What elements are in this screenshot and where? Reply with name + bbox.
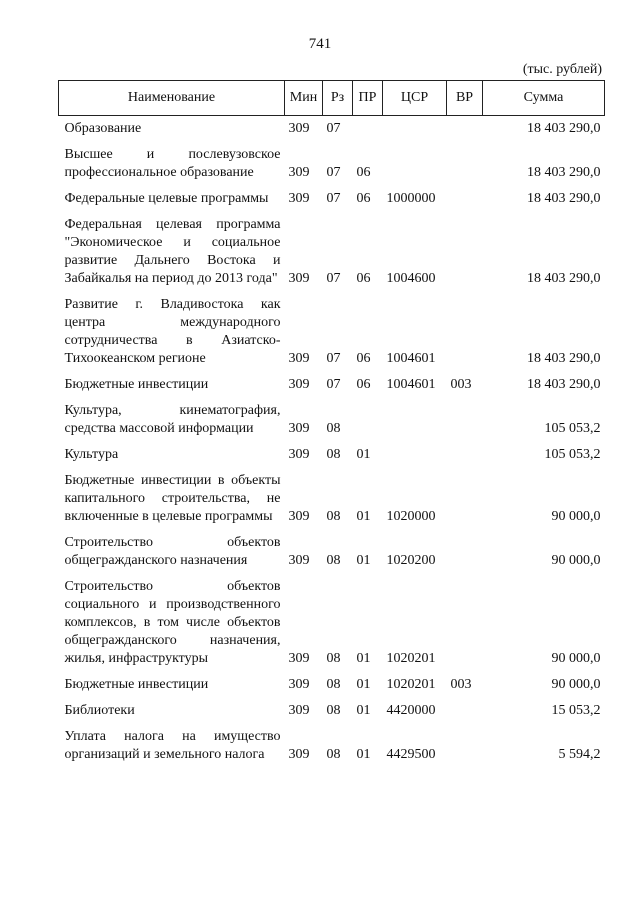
table-row [59, 116, 605, 145]
cell-min: 309 [288, 509, 310, 524]
cell-sum: 90 000,0 [551, 509, 601, 524]
cell-pr: 01 [356, 553, 371, 568]
cell-min: 309 [288, 271, 310, 286]
page-number: 741 [308, 36, 332, 52]
cell-pr: 06 [356, 165, 371, 180]
cell-rz: 08 [326, 447, 341, 462]
table-row [59, 576, 605, 674]
cell-csr: 4429500 [386, 747, 436, 762]
table-row [59, 674, 605, 700]
header-name: Наименование [59, 81, 285, 116]
cell-csr: 1020000 [386, 509, 436, 524]
table-row [59, 400, 605, 444]
cell-rz: 08 [326, 677, 341, 692]
cell-sum: 5 594,2 [558, 747, 601, 762]
table-row [59, 726, 605, 770]
cell-csr: 1004601 [386, 377, 436, 392]
header-vr: ВР [447, 81, 483, 116]
cell-csr: 4420000 [386, 703, 436, 718]
cell-csr: 1004601 [386, 351, 436, 366]
cell-pr: 06 [356, 351, 371, 366]
table-row [59, 470, 605, 532]
cell-min: 309 [288, 651, 310, 666]
cell-sum: 18 403 290,0 [527, 191, 601, 206]
cell-vr [447, 214, 483, 294]
cell-pr: 01 [356, 447, 371, 462]
cell-min: 309 [288, 447, 310, 462]
cell-csr [383, 444, 447, 470]
cell-rz: 07 [326, 351, 341, 366]
cell-name: Высшее и послевузовское профессиональное образование [64, 147, 281, 180]
cell-rz: 07 [326, 165, 341, 180]
cell-sum: 90 000,0 [551, 677, 601, 692]
cell-pr: 06 [356, 271, 371, 286]
cell-csr [383, 116, 447, 145]
cell-name: Уплата налога на имущество организаций и земельного налога [64, 729, 281, 762]
cell-rz: 07 [326, 191, 341, 206]
table-row [59, 214, 605, 294]
cell-name: Бюджетные инвестиции [64, 677, 209, 692]
cell-pr: 01 [356, 703, 371, 718]
cell-vr [447, 144, 483, 188]
cell-min: 309 [288, 121, 310, 136]
cell-min: 309 [288, 553, 310, 568]
cell-vr [447, 726, 483, 770]
cell-name: Федеральные целевые программы [64, 191, 269, 206]
table-row [59, 374, 605, 400]
cell-sum: 18 403 290,0 [527, 351, 601, 366]
cell-vr [447, 188, 483, 214]
cell-vr: 003 [450, 377, 472, 392]
cell-sum: 105 053,2 [544, 421, 601, 436]
cell-min: 309 [288, 677, 310, 692]
cell-csr [383, 144, 447, 188]
cell-pr [353, 116, 383, 145]
cell-rz: 07 [326, 377, 341, 392]
cell-csr [383, 400, 447, 444]
cell-csr: 1020201 [386, 651, 436, 666]
header-rz: Рз [323, 81, 353, 116]
cell-min: 309 [288, 421, 310, 436]
cell-rz: 08 [326, 421, 341, 436]
table-row [59, 532, 605, 576]
cell-rz: 08 [326, 553, 341, 568]
table-row [59, 700, 605, 726]
cell-rz: 08 [326, 509, 341, 524]
cell-name: Культура, кинематография, средства массовой информации [64, 403, 281, 436]
cell-vr [447, 444, 483, 470]
table-row [59, 444, 605, 470]
cell-name: Бюджетные инвестиции [64, 377, 209, 392]
cell-pr: 01 [356, 509, 371, 524]
cell-vr [447, 470, 483, 532]
cell-name: Культура [64, 447, 119, 462]
cell-sum: 18 403 290,0 [527, 121, 601, 136]
cell-name: Образование [64, 121, 142, 136]
cell-name: Библиотеки [64, 703, 135, 718]
cell-min: 309 [288, 191, 310, 206]
cell-sum: 90 000,0 [551, 651, 601, 666]
cell-csr: 1000000 [386, 191, 436, 206]
cell-rz: 07 [326, 271, 341, 286]
cell-csr: 1020201 [386, 677, 436, 692]
cell-name: Федеральная целевая программа "Экономическое и социальное развитие Дальнего Востока и Забайкалья на период до 2013 года" [64, 217, 281, 286]
table-body [59, 116, 605, 771]
cell-sum: 90 000,0 [551, 553, 601, 568]
header-min: Мин [285, 81, 323, 116]
cell-pr: 01 [356, 677, 371, 692]
table-row [59, 188, 605, 214]
cell-sum: 18 403 290,0 [527, 377, 601, 392]
cell-vr [447, 116, 483, 145]
cell-pr: 06 [356, 191, 371, 206]
table-header [59, 81, 605, 116]
cell-vr [447, 576, 483, 674]
cell-name: Строительство объектов социального и производственного комплексов, в том числе объектов общегражданского назначения, жилья, инфраструктуры [64, 579, 281, 666]
cell-vr [447, 294, 483, 374]
cell-rz: 08 [326, 703, 341, 718]
header-csr: ЦСР [383, 81, 447, 116]
cell-min: 309 [288, 351, 310, 366]
cell-sum: 18 403 290,0 [527, 271, 601, 286]
cell-pr: 06 [356, 377, 371, 392]
cell-pr: 01 [356, 651, 371, 666]
cell-rz: 08 [326, 747, 341, 762]
cell-name: Развитие г. Владивостока как центра международного сотрудничества в Азиатско-Тихоокеанском регионе [64, 297, 281, 366]
cell-sum: 105 053,2 [544, 447, 601, 462]
cell-vr: 003 [450, 677, 472, 692]
cell-rz: 08 [326, 651, 341, 666]
table-row [59, 294, 605, 374]
cell-sum: 15 053,2 [551, 703, 601, 718]
cell-min: 309 [288, 377, 310, 392]
cell-min: 309 [288, 165, 310, 180]
cell-rz: 07 [326, 121, 341, 136]
cell-csr: 1004600 [386, 271, 436, 286]
cell-min: 309 [288, 747, 310, 762]
cell-sum: 18 403 290,0 [527, 165, 601, 180]
cell-csr: 1020200 [386, 553, 436, 568]
cell-vr [447, 532, 483, 576]
cell-name: Бюджетные инвестиции в объекты капитального строительства, не включенные в целевые программы [64, 473, 281, 524]
cell-min: 309 [288, 703, 310, 718]
cell-vr [447, 400, 483, 444]
budget-table [58, 80, 605, 770]
header-sum: Сумма [483, 81, 605, 116]
cell-pr: 01 [356, 747, 371, 762]
table-row [59, 144, 605, 188]
header-pr: ПР [353, 81, 383, 116]
cell-name: Строительство объектов общегражданского назначения [64, 535, 281, 568]
cell-vr [447, 700, 483, 726]
cell-pr [353, 400, 383, 444]
units-label: (тыс. рублей) [522, 62, 602, 77]
